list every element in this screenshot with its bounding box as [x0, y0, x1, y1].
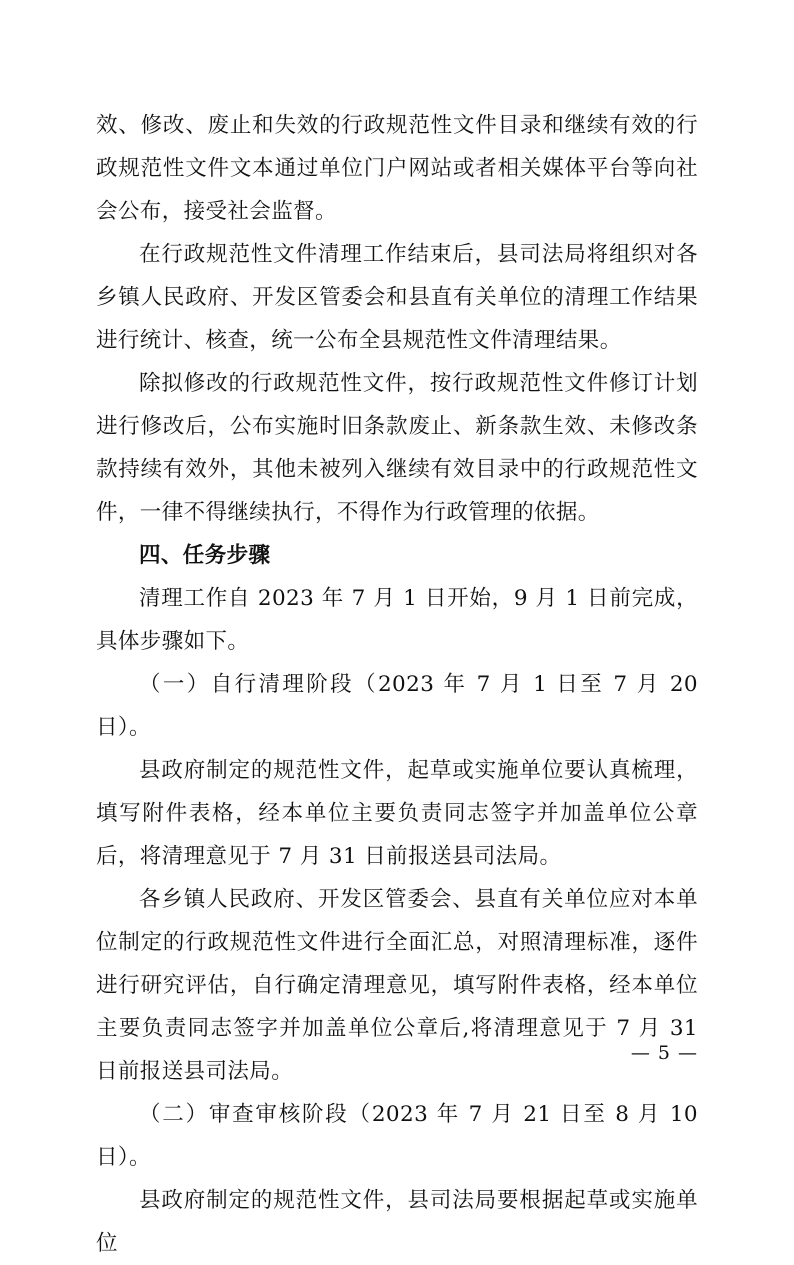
heading-stage-two: （二）审查审核阶段（2023 年 7 月 21 日至 8 月 10 日）。 [96, 1102, 698, 1170]
paragraph-amendment-rules: 除拟修改的行政规范性文件，按行政规范性文件修订计划进行修改后，公布实施时旧条款废止、新条款生效、未修改条款持续有效外，其他未被列入继续有效目录中的行政规范性文件，一律不得继续执行，不得作为行政管理的依据。 [96, 371, 698, 525]
paragraph-review-continued: 县政府制定的规范性文件，县司法局要根据起草或实施单位 [96, 1188, 698, 1256]
heading-stage-one: （一）自行清理阶段（2023 年 7 月 1 日至 7 月 20 日）。 [96, 672, 698, 740]
paragraph-county-government-docs: 县政府制定的规范性文件，起草或实施单位要认真梳理，填写附件表格，经本单位主要负责同志签字并加盖单位公章后，将清理意见于 7 月 31 日前报送县司法局。 [96, 758, 698, 869]
document-body [96, 104, 698, 1265]
paragraph-statistics-review: 在行政规范性文件清理工作结束后，县司法局将组织对各乡镇人民政府、开发区管委会和县直有关单位的清理工作结果进行统计、核查，统一公布全县规范性文件清理结果。 [96, 242, 698, 353]
paragraph-continued: 效、修改、废止和失效的行政规范性文件目录和继续有效的行政规范性文件文本通过单位门户网站或者相关媒体平台等向社会公布，接受社会监督。 [96, 113, 698, 224]
paragraph-schedule: 清理工作自 2023 年 7 月 1 日开始，9 月 1 日前完成，具体步骤如下。 [96, 586, 698, 654]
page-number: — 5 — [630, 1042, 698, 1064]
paragraph-township-units: 各乡镇人民政府、开发区管委会、县直有关单位应对本单位制定的行政规范性文件进行全面汇总，对照清理标准，逐件进行研究评估，自行确定清理意见，填写附件表格，经本单位主要负责同志签字并加盖单位公章后,将清理意见于 7 月 31 日前报送县司法局。 [96, 887, 698, 1084]
heading-section-four: 四、任务步骤 [139, 543, 271, 568]
